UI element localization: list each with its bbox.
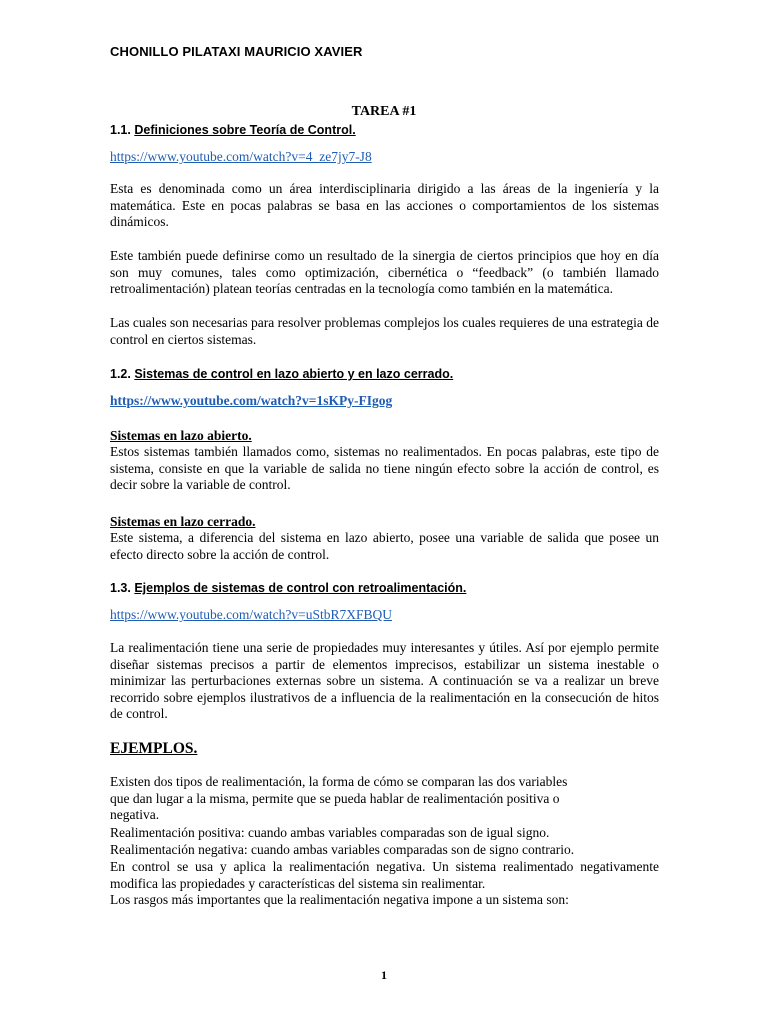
- paragraph-line: que dan lugar a la misma, permite que se pueda hablar de realimentación positiva o: [110, 790, 560, 806]
- paragraph-positive-feedback: Realimentación positiva: cuando ambas variables comparadas son de igual signo.: [110, 825, 550, 840]
- section-number: 1.3.: [110, 581, 131, 595]
- paragraph-control-usage: En control se usa y aplica la realimentación negativa. Un sistema realimentado negativamente modifica las propiedades y características del sistema sin realimentar.: [110, 859, 659, 891]
- section-number: 1.2.: [110, 367, 131, 381]
- paragraph-definition: Esta es denominada como un área interdisciplinaria dirigido a las áreas de la ingeniería y la matemática. Este en pocas palabras se basa en las acciones o comportamientos de los sistemas dinámicos.: [110, 181, 659, 230]
- paragraph-feedback-properties: La realimentación tiene una serie de propiedades muy interesantes y útiles. Así por ejemplo permite diseñar sistemas precisos a partir de elementos imprecisos, estabilizar un sistema inestable o minimizar las perturbaciones externas sobre un sistema. A continuación se va a realizar un breve recorrido sobre ejemplos ilustrativos de a influencia de la realimentación en la consecución de hitos de control.: [110, 640, 659, 722]
- section-title: Ejemplos de sistemas de control con retroalimentación.: [134, 581, 467, 595]
- page-number: 1: [381, 968, 387, 982]
- document-title: TAREA #1: [351, 104, 417, 119]
- subheading-closed-loop: Sistemas en lazo cerrado.: [110, 514, 256, 529]
- section-heading-1-1: [110, 123, 356, 137]
- section-heading-1-2: [110, 367, 453, 381]
- paragraph-open-loop: Estos sistemas también llamados como, sistemas no realimentados. En pocas palabras, este tipo de sistema, consiste en que la variable de salida no tiene ningún efecto sobre la acción de control, es decir sobre la variable de control.: [110, 444, 659, 493]
- paragraph-closed-loop: Este sistema, a diferencia del sistema en lazo abierto, posee una variable de salida que posee un efecto directo sobre la acción de control.: [110, 530, 659, 562]
- paragraph-negative-feedback: Realimentación negativa: cuando ambas variables comparadas son de signo contrario.: [110, 842, 575, 857]
- section-title: Definiciones sobre Teoría de Control.: [134, 123, 356, 137]
- author-header: CHONILLO PILATAXI MAURICIO XAVIER: [110, 44, 363, 59]
- paragraph-line: Existen dos tipos de realimentación, la forma de cómo se comparan las dos variables: [110, 774, 568, 789]
- paragraph-feedback-types: [110, 774, 659, 824]
- section-title: Sistemas de control en lazo abierto y en lazo cerrado.: [134, 367, 454, 381]
- paragraph-synergy: Este también puede definirse como un resultado de la sinergia de ciertos principios que hoy en día son muy comunes, tales como optimización, cibernética o “feedback” (o también llamado retroalimentación) platean teorías centradas en la tecnología como también en la matemática.: [110, 248, 659, 297]
- section-heading-1-3: [110, 581, 466, 595]
- youtube-link-2[interactable]: https://www.youtube.com/watch?v=1sKPy-FIgog: [110, 393, 393, 408]
- examples-heading: EJEMPLOS.: [110, 740, 198, 757]
- paragraph-line: negativa.: [110, 807, 160, 823]
- youtube-link-1[interactable]: https://www.youtube.com/watch?v=4_ze7jy7-J8: [110, 149, 372, 164]
- paragraph-necessity: Las cuales son necesarias para resolver problemas complejos los cuales requieres de una estrategia de control en ciertos sistemas.: [110, 315, 659, 347]
- paragraph-main-traits: Los rasgos más importantes que la realimentación negativa impone a un sistema son:: [110, 892, 569, 907]
- subheading-open-loop: Sistemas en lazo abierto.: [110, 428, 252, 443]
- youtube-link-3[interactable]: https://www.youtube.com/watch?v=uStbR7XFBQU: [110, 607, 392, 622]
- section-number: 1.1.: [110, 123, 131, 137]
